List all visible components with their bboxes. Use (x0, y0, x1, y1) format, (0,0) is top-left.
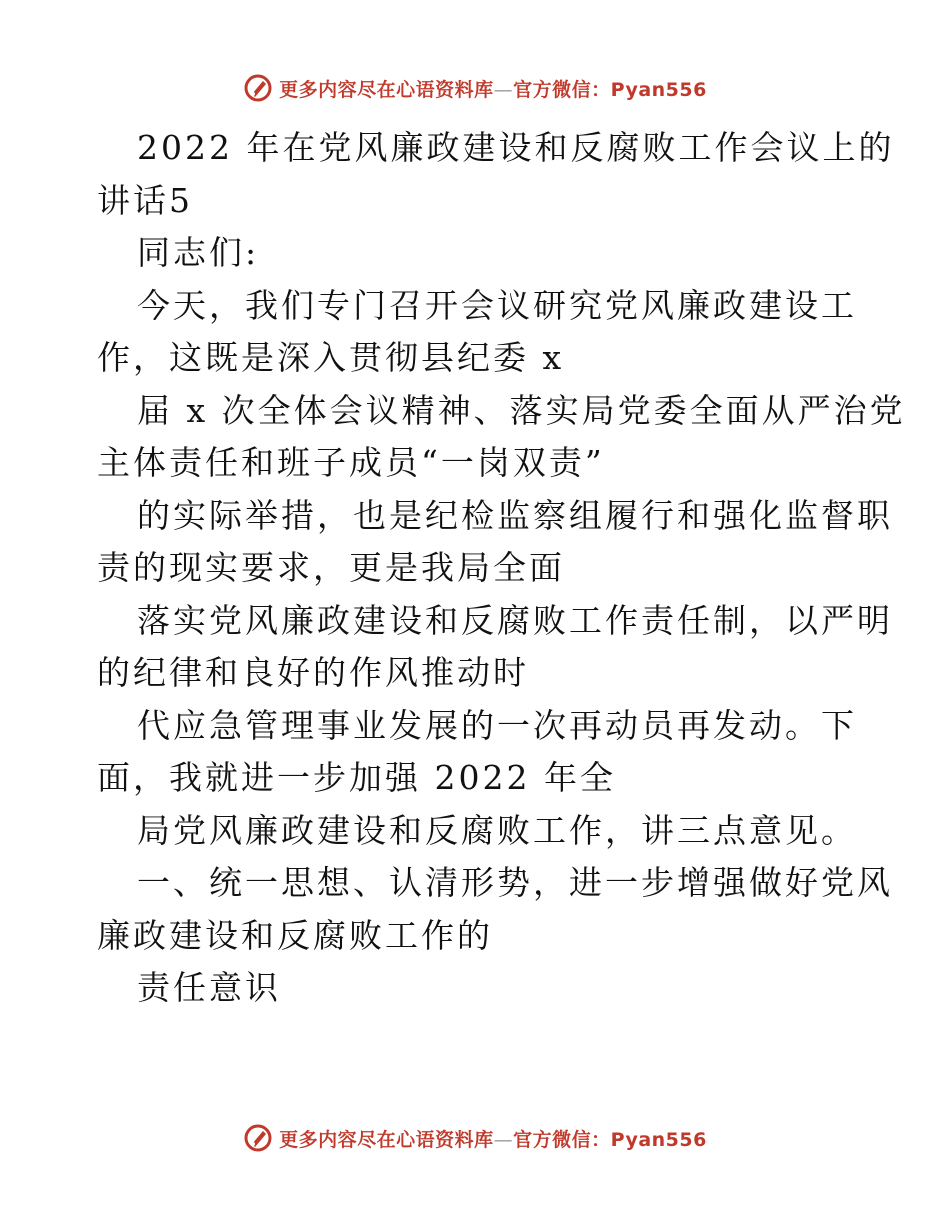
header-banner-text: 更多内容尽在心语资料库—官方微信：Pyan556 (279, 78, 707, 101)
paragraph-line: 落实党风廉政建设和反腐败工作责任制，以严明 (137, 600, 893, 640)
title-line-2: 讲话5 (97, 180, 193, 220)
pen-logo-icon (243, 1123, 273, 1153)
pen-logo-icon (243, 73, 273, 103)
section-heading-line: 责任意识 (137, 968, 281, 1007)
paragraph-line: 届 x 次全体会议精神、落实局党委全面从严治党 (137, 390, 906, 430)
header-banner (0, 70, 950, 106)
paragraph-line: 的实际举措，也是纪检监察组履行和强化监督职 (137, 495, 893, 535)
paragraph-line: 代应急管理事业发展的一次再动员再发动。下 (137, 705, 857, 745)
paragraph-line: 局党风廉政建设和反腐败工作，讲三点意见。 (137, 810, 857, 850)
paragraph-line: 责的现实要求，更是我局全面 (97, 548, 565, 587)
salutation: 同志们: (137, 233, 260, 272)
title-line-1: 2022 年在党风廉政建设和反腐败工作会议上的 (137, 128, 895, 167)
paragraph-line: 今天，我们专门召开会议研究党风廉政建设工 (137, 285, 857, 325)
section-heading-line: 一、统一思想、认清形势，进一步增强做好党风 (137, 863, 893, 902)
paragraph-line: 面，我就进一步加强 2022 年全 (97, 758, 616, 797)
footer-banner-text: 更多内容尽在心语资料库—官方微信：Pyan556 (279, 1128, 707, 1151)
document-body (97, 122, 906, 1015)
paragraph-line: 的纪律和良好的作风推动时 (97, 653, 529, 692)
paragraph-line: 作，这既是深入贯彻县纪委 x (97, 338, 565, 377)
section-heading-line: 廉政建设和反腐败工作的 (97, 915, 493, 955)
footer-banner (0, 1120, 950, 1156)
paragraph-line: 主体责任和班子成员“一岗双责” (97, 443, 605, 482)
